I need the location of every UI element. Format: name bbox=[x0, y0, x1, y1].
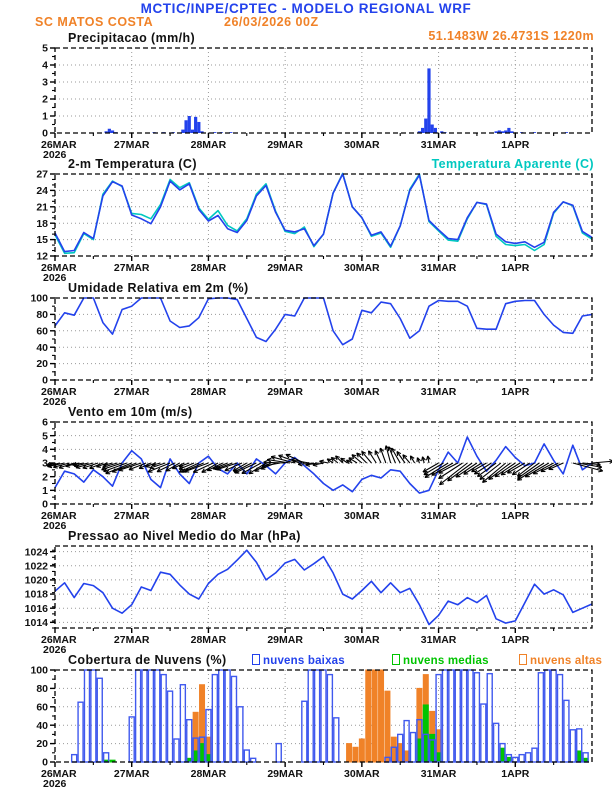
panel-title-clouds: Cobertura de Nuvens (%) bbox=[68, 653, 227, 667]
svg-text:26MAR: 26MAR bbox=[41, 262, 77, 274]
svg-text:28MAR: 28MAR bbox=[190, 139, 227, 151]
svg-text:3: 3 bbox=[42, 457, 48, 470]
svg-text:1: 1 bbox=[42, 484, 48, 497]
panel-title-apparent-temperature: Temperatura Aparente (C) bbox=[431, 157, 594, 171]
svg-text:100: 100 bbox=[30, 664, 48, 677]
svg-text:26MAR: 26MAR bbox=[41, 510, 77, 522]
svg-text:1018: 1018 bbox=[24, 588, 48, 601]
cloud-cover-chart bbox=[0, 654, 612, 792]
svg-text:1: 1 bbox=[42, 110, 48, 123]
svg-text:0: 0 bbox=[42, 498, 48, 511]
svg-text:26MAR: 26MAR bbox=[41, 768, 77, 780]
svg-text:26MAR: 26MAR bbox=[41, 386, 77, 398]
run-datetime: 26/03/2026 00Z bbox=[224, 15, 319, 29]
svg-text:2: 2 bbox=[42, 471, 48, 484]
svg-text:27MAR: 27MAR bbox=[113, 634, 150, 646]
station-coords: 51.1483W 26.4731S 1220m bbox=[428, 29, 594, 43]
svg-text:21: 21 bbox=[36, 201, 48, 214]
svg-text:2026: 2026 bbox=[43, 272, 67, 282]
svg-text:2026: 2026 bbox=[43, 149, 67, 158]
temperature-chart bbox=[0, 158, 612, 282]
svg-text:1APR: 1APR bbox=[501, 386, 530, 398]
svg-text:26MAR: 26MAR bbox=[41, 634, 77, 646]
svg-text:80: 80 bbox=[36, 309, 48, 321]
svg-text:30MAR: 30MAR bbox=[344, 634, 380, 646]
svg-text:27MAR: 27MAR bbox=[113, 510, 150, 522]
svg-text:29MAR: 29MAR bbox=[267, 768, 303, 780]
svg-text:31MAR: 31MAR bbox=[420, 262, 457, 274]
svg-text:80: 80 bbox=[36, 683, 48, 695]
panel-title-temperature: 2-m Temperatura (C) bbox=[68, 157, 197, 171]
svg-text:15: 15 bbox=[36, 234, 48, 247]
svg-text:2026: 2026 bbox=[43, 396, 67, 406]
svg-text:30MAR: 30MAR bbox=[344, 262, 380, 274]
svg-text:1APR: 1APR bbox=[501, 510, 530, 522]
svg-text:0: 0 bbox=[42, 374, 48, 387]
legend-item-low-clouds: nuvens baixas bbox=[252, 654, 345, 667]
svg-text:26MAR: 26MAR bbox=[41, 139, 77, 151]
wind-chart bbox=[0, 406, 612, 530]
svg-text:28MAR: 28MAR bbox=[190, 768, 227, 780]
svg-text:31MAR: 31MAR bbox=[420, 768, 457, 780]
svg-text:60: 60 bbox=[36, 325, 48, 338]
pressure-chart bbox=[0, 530, 612, 654]
svg-text:5: 5 bbox=[42, 42, 48, 55]
panel-title-humidity: Umidade Relativa em 2m (%) bbox=[68, 281, 249, 295]
svg-text:27MAR: 27MAR bbox=[113, 262, 150, 274]
svg-text:1APR: 1APR bbox=[501, 139, 530, 151]
svg-text:1024: 1024 bbox=[24, 546, 48, 559]
svg-text:4: 4 bbox=[42, 443, 48, 456]
svg-text:3: 3 bbox=[42, 76, 48, 89]
svg-text:4: 4 bbox=[42, 59, 48, 72]
svg-text:60: 60 bbox=[36, 701, 48, 714]
svg-text:30MAR: 30MAR bbox=[344, 768, 380, 780]
svg-text:29MAR: 29MAR bbox=[267, 510, 303, 522]
station-name: SC MATOS COSTA bbox=[35, 15, 154, 29]
legend-item-mid-clouds: nuvens medias bbox=[392, 654, 489, 667]
svg-text:2026: 2026 bbox=[43, 520, 67, 530]
svg-text:28MAR: 28MAR bbox=[190, 634, 227, 646]
svg-text:27: 27 bbox=[36, 168, 48, 181]
humidity-chart bbox=[0, 282, 612, 406]
svg-text:20: 20 bbox=[36, 358, 48, 371]
svg-text:40: 40 bbox=[36, 719, 48, 732]
svg-text:1020: 1020 bbox=[24, 574, 48, 587]
svg-text:1APR: 1APR bbox=[501, 768, 530, 780]
svg-text:27MAR: 27MAR bbox=[113, 386, 150, 398]
svg-text:30MAR: 30MAR bbox=[344, 510, 380, 522]
svg-text:100: 100 bbox=[30, 292, 48, 305]
svg-text:29MAR: 29MAR bbox=[267, 386, 303, 398]
svg-text:1022: 1022 bbox=[24, 560, 48, 573]
svg-text:18: 18 bbox=[36, 217, 48, 230]
svg-text:31MAR: 31MAR bbox=[420, 510, 457, 522]
svg-text:29MAR: 29MAR bbox=[267, 262, 303, 274]
svg-text:1016: 1016 bbox=[24, 602, 48, 615]
svg-text:28MAR: 28MAR bbox=[190, 262, 227, 274]
svg-text:5: 5 bbox=[42, 430, 48, 443]
svg-text:28MAR: 28MAR bbox=[190, 386, 227, 398]
model-title: MCTIC/INPE/CPTEC - MODELO REGIONAL WRF bbox=[140, 1, 472, 16]
svg-text:31MAR: 31MAR bbox=[420, 634, 457, 646]
svg-text:28MAR: 28MAR bbox=[190, 510, 227, 522]
svg-text:27MAR: 27MAR bbox=[113, 139, 150, 151]
svg-text:1APR: 1APR bbox=[501, 262, 530, 274]
svg-text:2026: 2026 bbox=[43, 778, 67, 790]
svg-text:2026: 2026 bbox=[43, 644, 67, 654]
svg-text:30MAR: 30MAR bbox=[344, 386, 380, 398]
svg-text:24: 24 bbox=[36, 185, 48, 197]
svg-text:29MAR: 29MAR bbox=[267, 634, 303, 646]
svg-text:27MAR: 27MAR bbox=[113, 768, 150, 780]
panel-title-wind: Vento em 10m (m/s) bbox=[68, 405, 193, 419]
svg-text:1APR: 1APR bbox=[501, 634, 530, 646]
svg-text:2: 2 bbox=[42, 93, 48, 106]
svg-text:31MAR: 31MAR bbox=[420, 386, 457, 398]
svg-text:40: 40 bbox=[36, 341, 48, 354]
panel-title-precipitation: Precipitacao (mm/h) bbox=[68, 31, 196, 45]
legend-item-high-clouds: nuvens altas bbox=[519, 654, 602, 667]
panel-title-pressure: Pressao ao Nivel Medio do Mar (hPa) bbox=[68, 529, 301, 543]
svg-text:30MAR: 30MAR bbox=[344, 139, 380, 151]
svg-text:6: 6 bbox=[42, 416, 48, 429]
svg-text:20: 20 bbox=[36, 738, 48, 751]
svg-text:0: 0 bbox=[42, 127, 48, 140]
precipitation-chart bbox=[0, 30, 612, 158]
svg-text:0: 0 bbox=[42, 756, 48, 769]
svg-text:12: 12 bbox=[36, 250, 48, 263]
svg-text:29MAR: 29MAR bbox=[267, 139, 303, 151]
svg-text:1014: 1014 bbox=[24, 616, 48, 629]
svg-text:31MAR: 31MAR bbox=[420, 139, 457, 151]
